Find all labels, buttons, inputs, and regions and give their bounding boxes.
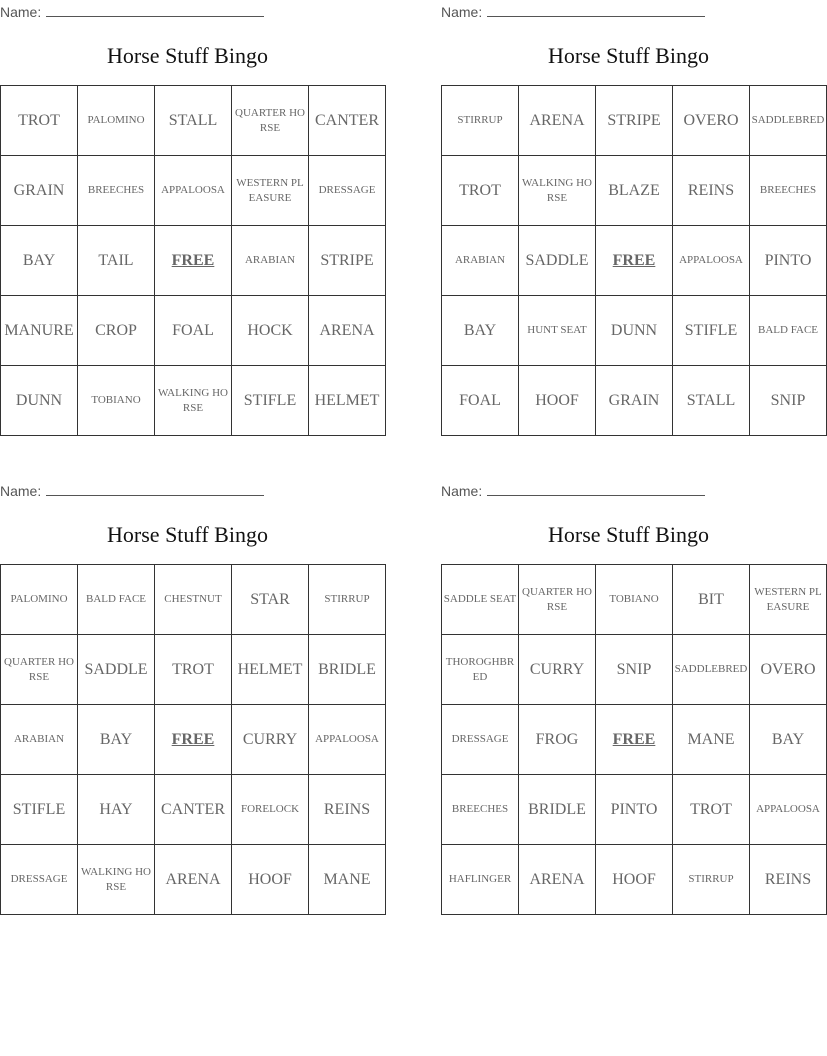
bingo-card-2	[441, 2, 825, 409]
bingo-cell[interactable]: FOAL	[155, 296, 232, 366]
bingo-cell[interactable]: FOAL	[442, 366, 519, 436]
bingo-cell[interactable]: SADDLEBRED	[673, 635, 750, 705]
bingo-cell[interactable]: GRAIN	[596, 366, 673, 436]
bingo-cell[interactable]: DRESSAGE	[309, 156, 386, 226]
card-title: Horse Stuff Bingo	[107, 43, 268, 68]
bingo-card-3	[0, 481, 379, 893]
bingo-cell[interactable]: BAY	[442, 296, 519, 366]
bingo-cell[interactable]: SADDLE	[519, 226, 596, 296]
bingo-cell[interactable]: ARABIAN	[442, 226, 519, 296]
bingo-row	[442, 635, 827, 705]
bingo-cell[interactable]: STRIPE	[309, 226, 386, 296]
bingo-cell[interactable]: TOBIANO	[596, 565, 673, 635]
bingo-cell[interactable]: STALL	[155, 86, 232, 156]
bingo-row	[442, 775, 827, 845]
bingo-cell[interactable]: TROT	[673, 775, 750, 845]
name-blank-line[interactable]	[46, 4, 264, 17]
bingo-cell[interactable]: HUNT SEAT	[519, 296, 596, 366]
bingo-row	[1, 705, 386, 775]
bingo-cell[interactable]: QUARTER HORSE	[232, 86, 309, 156]
bingo-cell[interactable]: HAY	[78, 775, 155, 845]
bingo-cell[interactable]: PALOMINO	[78, 86, 155, 156]
bingo-cell[interactable]: WALKING HORSE	[155, 366, 232, 436]
bingo-cell[interactable]: BRIDLE	[519, 775, 596, 845]
bingo-card-1	[0, 2, 380, 414]
bingo-cell[interactable]: STALL	[673, 366, 750, 436]
bingo-cell[interactable]: SNIP	[596, 635, 673, 705]
bingo-cell[interactable]: WALKING HORSE	[519, 156, 596, 226]
name-blank-line[interactable]	[487, 4, 705, 17]
bingo-cell[interactable]: TROT	[1, 86, 78, 156]
bingo-cell[interactable]: OVERO	[673, 86, 750, 156]
name-field[interactable]	[0, 2, 375, 22]
bingo-grid	[441, 564, 827, 915]
free-space[interactable]: FREE	[155, 705, 232, 775]
free-space[interactable]: FREE	[596, 705, 673, 775]
bingo-row	[1, 156, 386, 226]
bingo-cell[interactable]: BALD FACE	[750, 296, 827, 366]
bingo-cell[interactable]: TAIL	[78, 226, 155, 296]
bingo-cell[interactable]: STIFLE	[1, 775, 78, 845]
bingo-cell[interactable]: APPALOOSA	[309, 705, 386, 775]
bingo-cell[interactable]: BALD FACE	[78, 565, 155, 635]
bingo-row	[1, 565, 386, 635]
bingo-row	[1, 296, 386, 366]
bingo-cell[interactable]: OVERO	[750, 635, 827, 705]
bingo-cell[interactable]: HOOF	[232, 845, 309, 915]
bingo-cell[interactable]: BREECHES	[750, 156, 827, 226]
bingo-cell[interactable]: TOBIANO	[78, 366, 155, 436]
bingo-cell[interactable]: DRESSAGE	[442, 705, 519, 775]
bingo-cell[interactable]: FORELOCK	[232, 775, 309, 845]
bingo-cell[interactable]: BAY	[1, 226, 78, 296]
name-label: Name:	[0, 483, 42, 499]
bingo-row	[442, 156, 827, 226]
bingo-cell[interactable]: HELMET	[309, 366, 386, 436]
bingo-cell[interactable]: STAR	[232, 565, 309, 635]
bingo-cell[interactable]: ARABIAN	[1, 705, 78, 775]
bingo-cell[interactable]: STIFLE	[673, 296, 750, 366]
bingo-cell[interactable]: CHESTNUT	[155, 565, 232, 635]
bingo-cell[interactable]: SADDLE	[78, 635, 155, 705]
bingo-cell[interactable]: SADDLEBRED	[750, 86, 827, 156]
free-space[interactable]: FREE	[596, 226, 673, 296]
bingo-grid	[441, 85, 827, 436]
name-field[interactable]	[0, 481, 375, 501]
bingo-cell[interactable]: STIRRUP	[442, 86, 519, 156]
bingo-row	[1, 635, 386, 705]
bingo-cell[interactable]: WESTERN PLEASURE	[750, 565, 827, 635]
bingo-cell[interactable]: BIT	[673, 565, 750, 635]
bingo-cell[interactable]: BRIDLE	[309, 635, 386, 705]
bingo-row	[442, 226, 827, 296]
bingo-cell[interactable]: TROT	[442, 156, 519, 226]
bingo-cell[interactable]: HOOF	[519, 366, 596, 436]
bingo-cell[interactable]: APPALOOSA	[155, 156, 232, 226]
bingo-cell[interactable]: DUNN	[596, 296, 673, 366]
bingo-row	[442, 296, 827, 366]
name-field[interactable]	[441, 2, 816, 22]
card-title: Horse Stuff Bingo	[548, 522, 709, 547]
bingo-grid	[0, 564, 386, 915]
bingo-cell[interactable]: CURRY	[519, 635, 596, 705]
bingo-row	[442, 845, 827, 915]
bingo-cell[interactable]: BAY	[750, 705, 827, 775]
bingo-cell[interactable]: HELMET	[232, 635, 309, 705]
bingo-cell[interactable]: STIRRUP	[673, 845, 750, 915]
bingo-cell[interactable]: MANE	[309, 845, 386, 915]
name-label: Name:	[441, 483, 483, 499]
bingo-cell[interactable]: APPALOOSA	[750, 775, 827, 845]
bingo-cell[interactable]: CANTER	[155, 775, 232, 845]
bingo-cell[interactable]: BAY	[78, 705, 155, 775]
bingo-row	[442, 86, 827, 156]
bingo-cell[interactable]: STIFLE	[232, 366, 309, 436]
bingo-cell[interactable]: STIRRUP	[309, 565, 386, 635]
bingo-cell[interactable]: PINTO	[750, 226, 827, 296]
bingo-cell[interactable]: MANE	[673, 705, 750, 775]
bingo-row	[442, 366, 827, 436]
bingo-cell[interactable]: HAFLINGER	[442, 845, 519, 915]
bingo-cell[interactable]: HOOF	[596, 845, 673, 915]
bingo-cell[interactable]: BREECHES	[442, 775, 519, 845]
name-label: Name:	[0, 4, 42, 20]
bingo-cell[interactable]: STRIPE	[596, 86, 673, 156]
bingo-row	[1, 86, 386, 156]
bingo-cell[interactable]: CROP	[78, 296, 155, 366]
name-blank-line[interactable]	[46, 483, 264, 496]
bingo-cell[interactable]: DRESSAGE	[1, 845, 78, 915]
bingo-cell[interactable]: REINS	[309, 775, 386, 845]
bingo-cell[interactable]: CURRY	[232, 705, 309, 775]
name-blank-line[interactable]	[487, 483, 705, 496]
bingo-cell[interactable]: ARABIAN	[232, 226, 309, 296]
bingo-row	[442, 565, 827, 635]
bingo-cell[interactable]: CANTER	[309, 86, 386, 156]
bingo-cell[interactable]: WALKING HORSE	[78, 845, 155, 915]
bingo-cell[interactable]: BLAZE	[596, 156, 673, 226]
free-space[interactable]: FREE	[155, 226, 232, 296]
bingo-cell[interactable]: ARENA	[519, 845, 596, 915]
card-title: Horse Stuff Bingo	[107, 522, 268, 547]
bingo-cell[interactable]: DUNN	[1, 366, 78, 436]
bingo-cell[interactable]: GRAIN	[1, 156, 78, 226]
bingo-cell[interactable]: REINS	[750, 845, 827, 915]
bingo-cell[interactable]: HOCK	[232, 296, 309, 366]
bingo-cell[interactable]: APPALOOSA	[673, 226, 750, 296]
bingo-cell[interactable]: REINS	[673, 156, 750, 226]
bingo-cell[interactable]: FROG	[519, 705, 596, 775]
bingo-cell[interactable]: QUARTER HORSE	[519, 565, 596, 635]
bingo-cell[interactable]: ARENA	[155, 845, 232, 915]
name-field[interactable]	[441, 481, 816, 501]
bingo-card-4	[441, 481, 822, 888]
bingo-cell[interactable]: WESTERN PLEASURE	[232, 156, 309, 226]
bingo-row	[1, 366, 386, 436]
bingo-row	[1, 845, 386, 915]
bingo-cell[interactable]: PINTO	[596, 775, 673, 845]
bingo-cell[interactable]: THOROGHBRED	[442, 635, 519, 705]
bingo-cell[interactable]: MANURE	[1, 296, 78, 366]
card-title: Horse Stuff Bingo	[548, 43, 709, 68]
bingo-cell[interactable]: TROT	[155, 635, 232, 705]
bingo-cell[interactable]: ARENA	[519, 86, 596, 156]
bingo-cell[interactable]: BREECHES	[78, 156, 155, 226]
bingo-cell[interactable]: QUARTER HORSE	[1, 635, 78, 705]
bingo-row	[1, 775, 386, 845]
bingo-cell[interactable]: ARENA	[309, 296, 386, 366]
bingo-grid	[0, 85, 386, 436]
bingo-row	[1, 226, 386, 296]
bingo-cell[interactable]: SADDLE SEAT	[442, 565, 519, 635]
bingo-row	[442, 705, 827, 775]
bingo-cell[interactable]: PALOMINO	[1, 565, 78, 635]
bingo-cell[interactable]: SNIP	[750, 366, 827, 436]
name-label: Name:	[441, 4, 483, 20]
